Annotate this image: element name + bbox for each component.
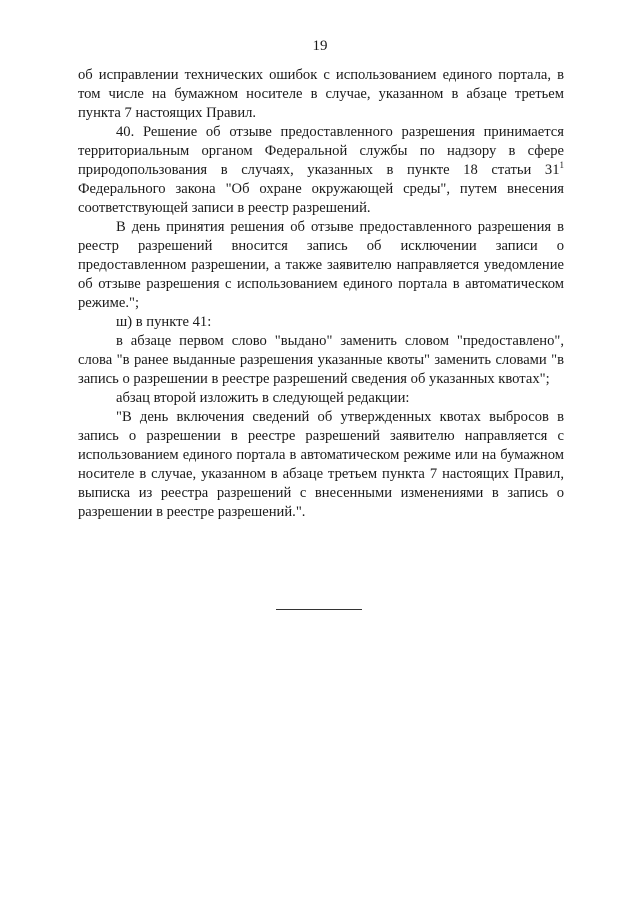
- document-body: [78, 66, 564, 522]
- paragraph-item-40-text-a: 40. Решение об отзыве предоставленного разрешения принимается территориальным органом Федеральной службы по надзору в сфере природопользования в случаях, указанных в пункте 18 статьи 31: [78, 124, 564, 178]
- paragraph-second-abzac-intro: абзац второй изложить в следующей редакции:: [116, 390, 410, 406]
- paragraph-item-40: [78, 123, 564, 218]
- paragraph-revocation-notice: В день принятия решения об отзыве предоставленного разрешения в реестр разрешений вносится запись об исключении записи о предоставленном разрешении, а также заявителю направляется уведомление об отзыве разрешения с использованием единого портала в автоматическом режиме.";: [78, 219, 564, 311]
- superscript-index: 1: [559, 160, 564, 170]
- paragraph-first-abzac-change: в абзаце первом слово "выдано" заменить словом "предоставлено", слова "в ранее выданные разрешения указанные квоты" заменить словами "в запись о разрешении в реестре разрешений сведения об указанных квотах";: [78, 333, 564, 387]
- paragraph-subitem-sh: ш) в пункте 41:: [116, 314, 212, 330]
- paragraph-continuation: об исправлении технических ошибок с использованием единого портала, в том числе на бумажном носителе в случае, указанном в абзаце третьем пункта 7 настоящих Правил.: [78, 67, 564, 121]
- page-number: 19: [312, 38, 328, 54]
- paragraph-item-40-text-b: Федерального закона "Об охране окружающей среды", путем внесения соответствующей записи в реестр разрешений.: [78, 181, 564, 216]
- paragraph-new-wording: "В день включения сведений об утвержденных квотах выбросов в запись о разрешении в реестре разрешений заявителю направляется с использованием единого портала в автоматическом режиме или на бумажном носителе в случае, указанном в абзаце третьем пункта 7 настоящих Правил, выписка из реестра разрешений с внесенными изменениями в запись о разрешении в реестре разрешений.".: [78, 409, 564, 520]
- end-divider-line: [276, 609, 362, 610]
